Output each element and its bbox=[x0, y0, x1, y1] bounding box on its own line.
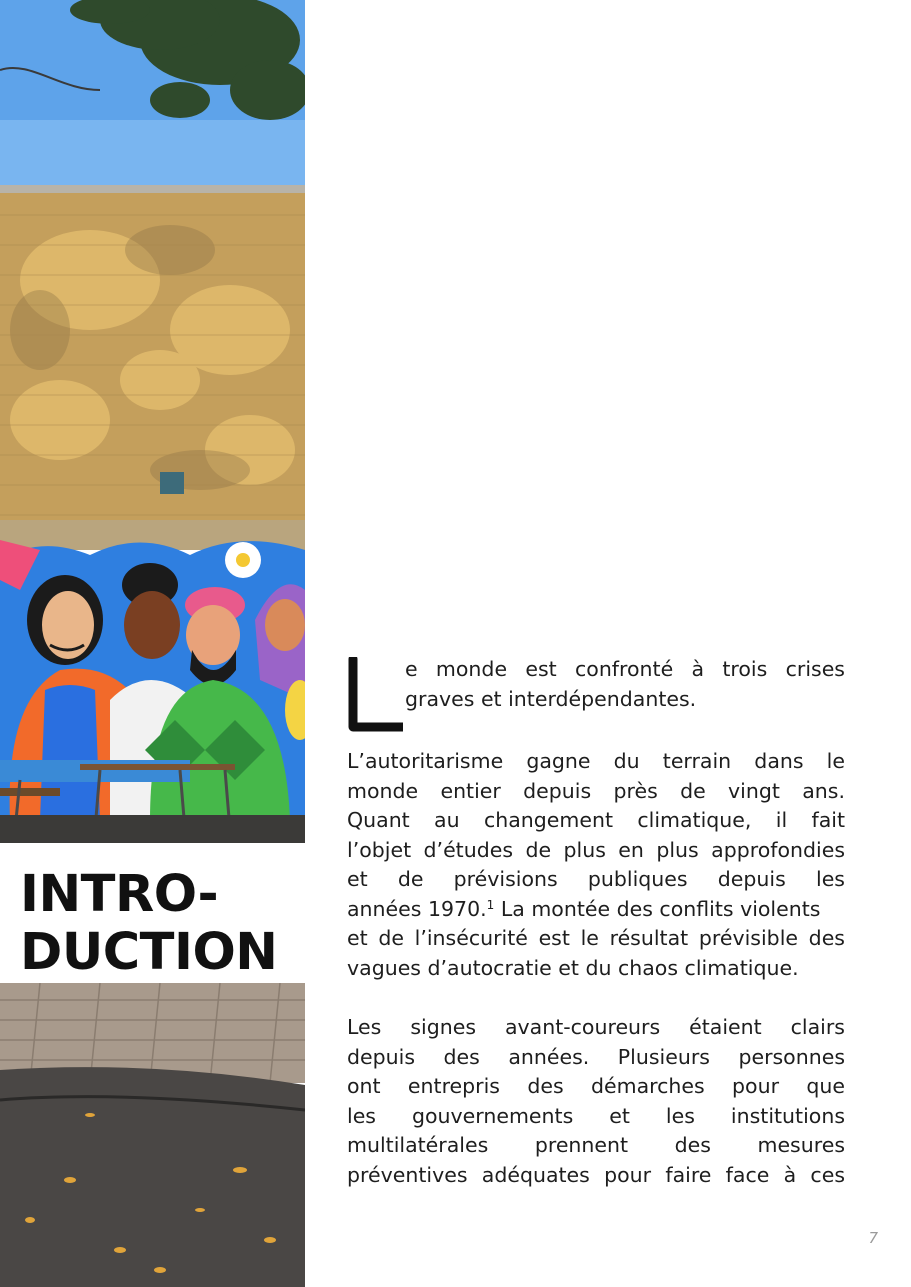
text-line: les gouvernements et les institutions bbox=[347, 1103, 845, 1128]
text-line: et de l’insécurité est le résultat prévisible des bbox=[347, 926, 845, 950]
text-line: L’autoritarisme gagne du terrain dans le bbox=[347, 749, 845, 773]
text-fragment: années 1970. bbox=[347, 896, 487, 921]
text-line: Les signes avant-coureurs étaient clairs bbox=[347, 1015, 845, 1039]
text-line: Quant au changement climatique, il fait bbox=[347, 808, 845, 832]
heading-line-2: DUCTION bbox=[20, 923, 278, 982]
footnote-ref[interactable]: 1 bbox=[486, 897, 495, 912]
drop-cap bbox=[347, 657, 403, 742]
mural-photo-illustration bbox=[0, 0, 305, 1287]
body-text bbox=[347, 655, 845, 1220]
text-line: depuis des années. Plusieurs personnes bbox=[347, 1044, 845, 1069]
drop-cap-letter: L bbox=[347, 657, 348, 658]
lead-paragraph bbox=[347, 655, 845, 733]
text-fragment: La montée des conflits violents bbox=[494, 896, 821, 921]
page-number: 7 bbox=[868, 1229, 878, 1247]
section-heading bbox=[20, 866, 277, 982]
lead-line: graves et interdépendantes. bbox=[405, 686, 697, 711]
paragraph-2 bbox=[347, 1013, 845, 1190]
text-line: préventives adéquates pour faire face à ces bbox=[347, 1162, 845, 1187]
cover-photo bbox=[0, 0, 305, 1287]
text-line: vagues d’autocratie et du chaos climatique. bbox=[347, 955, 799, 980]
paragraph-1 bbox=[347, 747, 845, 983]
text-line: ont entrepris des démarches pour que bbox=[347, 1074, 845, 1098]
text-line: et de prévisions publiques depuis les bbox=[347, 867, 845, 891]
heading-line-1: INTRO- bbox=[20, 865, 219, 924]
lead-line: e monde est confronté à trois crises bbox=[405, 657, 845, 681]
text-line: monde entier depuis près de vingt ans. bbox=[347, 778, 845, 803]
text-line-with-footnote bbox=[347, 895, 845, 925]
text-line: l’objet d’études de plus en plus approfondies bbox=[347, 837, 845, 862]
text-line: multilatérales prennent des mesures bbox=[347, 1133, 845, 1157]
